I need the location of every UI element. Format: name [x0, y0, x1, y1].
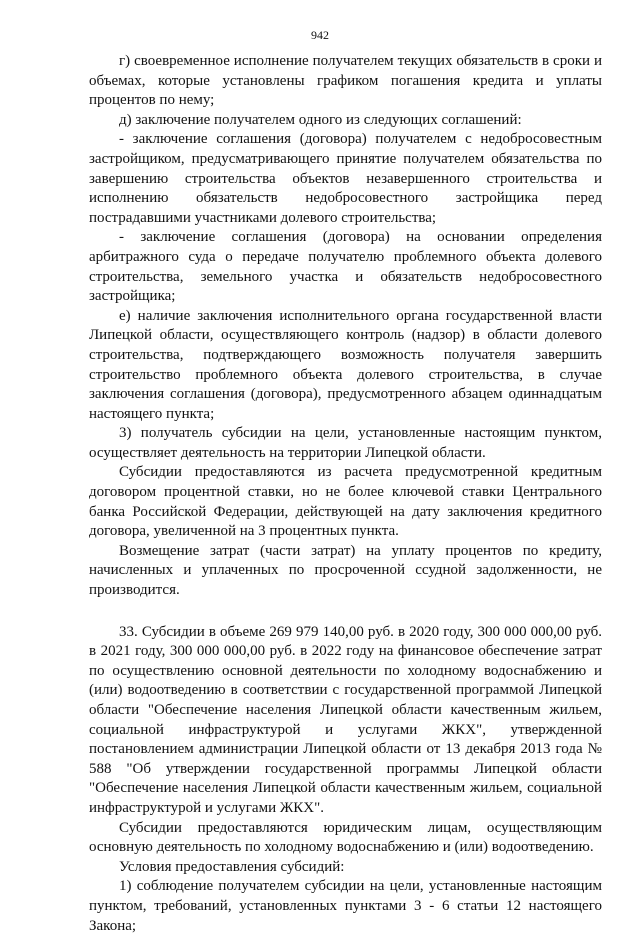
paragraph-e: е) наличие заключения исполнительного органа государственной власти Липецкой области, осуществляющего контроль (надзор) в области долевого строительства, подтверждающего возможность получателя завершить строительство проблемного объекта долевого строительства, в случае заключения соглашения (договора), предусмотренного абзацем одиннадцатым настоящего пункта; [89, 307, 602, 422]
paragraph-d: д) заключение получателем одного из следующих соглашений: [119, 111, 522, 128]
paragraph-rate: Субсидии предоставляются из расчета предусмотренной кредитным договором процентной ставки, но не более ключевой ставки Центрального банка Российской Федерации, действующей на дату заключения кредитного договора, увеличенной на 3 процентных пункта. [89, 464, 602, 540]
paragraph-conditions: Условия предоставления субсидий: [119, 858, 345, 875]
paragraph-g: г) своевременное исполнение получателем текущих обязательств в сроки и объемах, которые установлены графиком погашения кредита и уплаты процентов по нему; [89, 53, 602, 109]
paragraph-3: 3) получатель субсидии на цели, установленные настоящим пунктом, осуществляет деятельность на территории Липецкой области. [89, 425, 602, 461]
document-body [89, 52, 602, 936]
paragraph-overdue: Возмещение затрат (части затрат) на уплату процентов по кредиту, начисленных и уплаченных по просроченной ссудной задолженности, не производится. [89, 542, 602, 599]
paragraph-recipients: Субсидии предоставляются юридическим лицам, осуществляющим основную деятельность по холодному водоснабжению и (или) водоотведению. [89, 819, 602, 856]
paragraph-condition-1: 1) соблюдение получателем субсидии на цели, установленные настоящим пунктом, требований, установленных пунктами 3 - 6 статьи 12 настоящего Закона; [89, 878, 602, 934]
page-number: 942 [311, 28, 329, 42]
paragraph-agreement-developer: - заключение соглашения (договора) получателем с недобросовестным застройщиком, предусматривающего принятие получателем обязательства по завершению строительства объектов незавершенного строительства и исполнению обязательств недобросовестного застройщика перед пострадавшими участниками долевого строительства; [89, 131, 602, 226]
paragraph-agreement-court: - заключение соглашения (договора) на основании определения арбитражного суда о передаче получателю проблемного объекта долевого строительства, земельного участка и обязательств недобросовестного застройщика; [89, 229, 602, 305]
paragraph-33: 33. Субсидии в объеме 269 979 140,00 руб. в 2020 году, 300 000 000,00 руб. в 2021 году, 300 000 000,00 руб. в 2022 году на финансовое обеспечение затрат по осуществлению основной деятельности по холодному водоснабжению и (или) водоотведению в соответствии с государственной программой Липецкой области "Обеспечение населения Липецкой области качественным жильем, социальной инфраструктурой и услугами ЖКХ", утвержденной постановлением администрации Липецкой области от 13 декабря 2013 года № 588 "Об утверждении государственной программы Липецкой области "Обеспечение населения Липецкой области качественным жильем, социальной инфраструктурой и услугами ЖКХ". [89, 623, 602, 816]
